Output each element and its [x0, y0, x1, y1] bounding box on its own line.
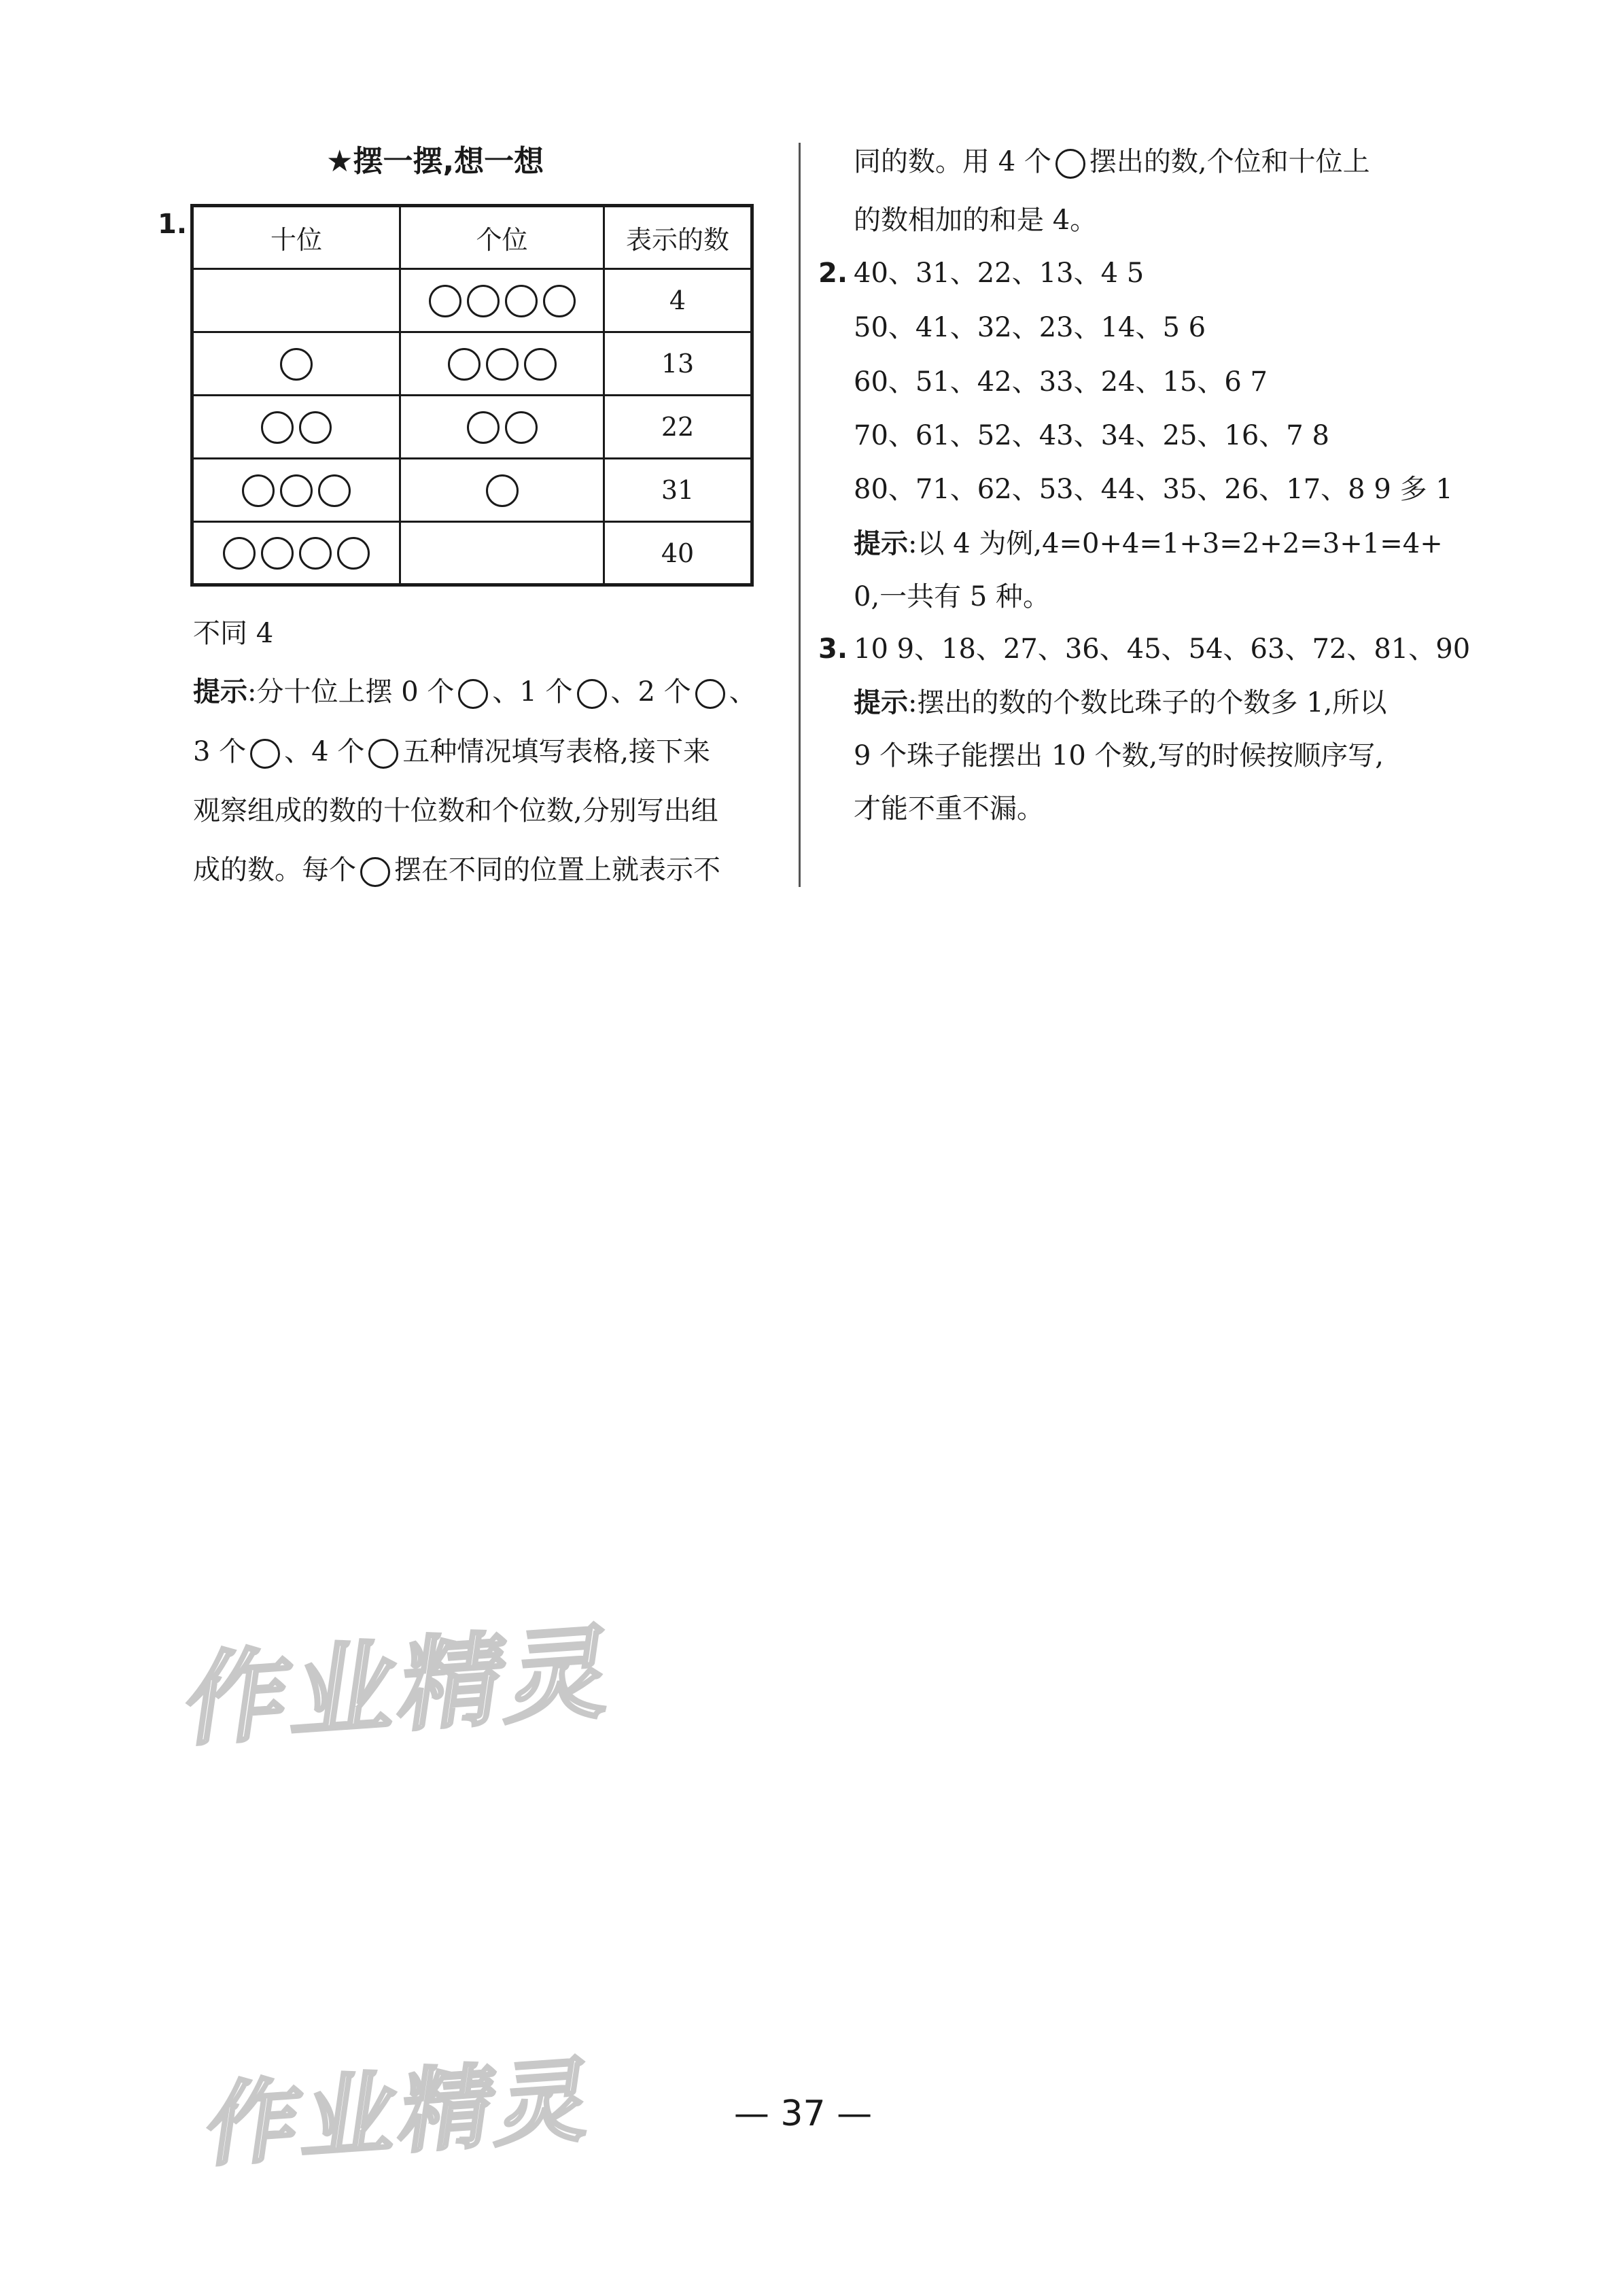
question-2-number: 2. — [818, 258, 848, 289]
bead-icon — [429, 285, 461, 317]
bead-icon — [458, 679, 488, 709]
question-3-hint-line: 9 个珠子能摆出 10 个数,写的时候按顺序写, — [854, 740, 1384, 771]
question-1-hint-continued: 的数相加的和是 4。 — [854, 205, 1098, 236]
row-value: 31 — [604, 459, 752, 522]
question-2-line: 60、51、42、33、24、15、6 7 — [854, 366, 1268, 398]
bead-icon — [280, 348, 313, 381]
header-value: 表示的数 — [604, 206, 752, 269]
bead-icon — [242, 474, 275, 507]
question-2-hint-line: 提示:以 4 为例,4=0+4=1+3=2+2=3+1=4+ — [854, 528, 1443, 559]
question-3-number: 3. — [818, 633, 848, 665]
watermark: 作业精灵 — [177, 1613, 625, 1761]
question-3-hint-line: 提示:摆出的数的个数比珠子的个数多 1,所以 — [854, 687, 1387, 718]
bead-icon — [299, 411, 332, 444]
bead-icon — [695, 679, 725, 709]
bead-icon — [524, 348, 557, 381]
bead-icon — [505, 411, 538, 444]
ones-beads — [400, 396, 604, 459]
header-ones: 个位 — [400, 206, 604, 269]
question-1-answer: 不同 4 — [193, 618, 274, 649]
question-1-hint-continued: 同的数。用 4 个 摆出的数,个位和十位上 — [854, 146, 1370, 177]
bead-icon — [368, 739, 398, 769]
question-2-line: 50、41、32、23、14、5 6 — [854, 312, 1206, 343]
bead-icon — [1055, 149, 1085, 179]
bead-icon — [467, 411, 500, 444]
row-value: 4 — [604, 269, 752, 332]
hint-label: 提示 — [193, 676, 247, 708]
question-1-hint-line: 提示:分十位上摆 0 个 、1 个 、2 个 、 — [193, 676, 756, 708]
question-2-line: 80、71、62、53、44、35、26、17、8 9 多 1 — [854, 474, 1453, 505]
ones-beads — [400, 459, 604, 522]
tens-beads — [192, 396, 400, 459]
column-divider — [799, 143, 801, 887]
bead-icon — [318, 474, 351, 507]
tens-beads — [192, 459, 400, 522]
bead-icon — [505, 285, 538, 317]
header-tens: 十位 — [192, 206, 400, 269]
row-value: 40 — [604, 522, 752, 585]
ones-beads — [400, 332, 604, 396]
section-title: ★摆一摆,想一想 — [326, 144, 544, 179]
bead-icon — [577, 679, 607, 709]
ones-beads — [400, 269, 604, 332]
question-3-hint-line: 才能不重不漏。 — [854, 793, 1044, 824]
table-header-row — [192, 206, 752, 269]
bead-icon — [299, 537, 332, 570]
table-row — [192, 459, 752, 522]
bead-icon — [448, 348, 481, 381]
question-2-line: 70、61、52、43、34、25、16、7 8 — [854, 420, 1329, 451]
bead-icon — [360, 857, 390, 887]
tens-beads — [192, 332, 400, 396]
watermark: 作业精灵 — [199, 2046, 604, 2180]
bead-icon — [543, 285, 576, 317]
tens-beads — [192, 269, 400, 332]
question-3-line: 10 9、18、27、36、45、54、63、72、81、90 — [854, 633, 1471, 665]
bead-icon — [261, 537, 294, 570]
row-value: 13 — [604, 332, 752, 396]
table-row — [192, 269, 752, 332]
question-2-hint-line: 0,一共有 5 种。 — [854, 581, 1051, 612]
bead-icon — [486, 474, 519, 507]
question-1-number: 1. — [158, 209, 188, 240]
bead-icon — [337, 537, 370, 570]
question-1-hint-line: 3 个 、4 个 五种情况填写表格,接下来 — [193, 736, 711, 767]
table-row — [192, 332, 752, 396]
bead-icon — [280, 474, 313, 507]
bead-icon — [223, 537, 256, 570]
bead-icon — [467, 285, 500, 317]
bead-icon — [486, 348, 519, 381]
page-number: — 37 — — [733, 2093, 873, 2134]
bead-place-value-table — [190, 204, 754, 587]
bead-icon — [261, 411, 294, 444]
tens-beads — [192, 522, 400, 585]
question-1-hint-line: 成的数。每个 摆在不同的位置上就表示不 — [193, 854, 720, 886]
hint-label: 提示 — [854, 687, 908, 718]
bead-icon — [250, 739, 280, 769]
ones-beads — [400, 522, 604, 585]
hint-label: 提示 — [854, 528, 908, 559]
table-row — [192, 522, 752, 585]
row-value: 22 — [604, 396, 752, 459]
question-1-hint-line: 观察组成的数的十位数和个位数,分别写出组 — [193, 795, 718, 827]
question-2-line: 40、31、22、13、4 5 — [854, 258, 1145, 289]
table-row — [192, 396, 752, 459]
